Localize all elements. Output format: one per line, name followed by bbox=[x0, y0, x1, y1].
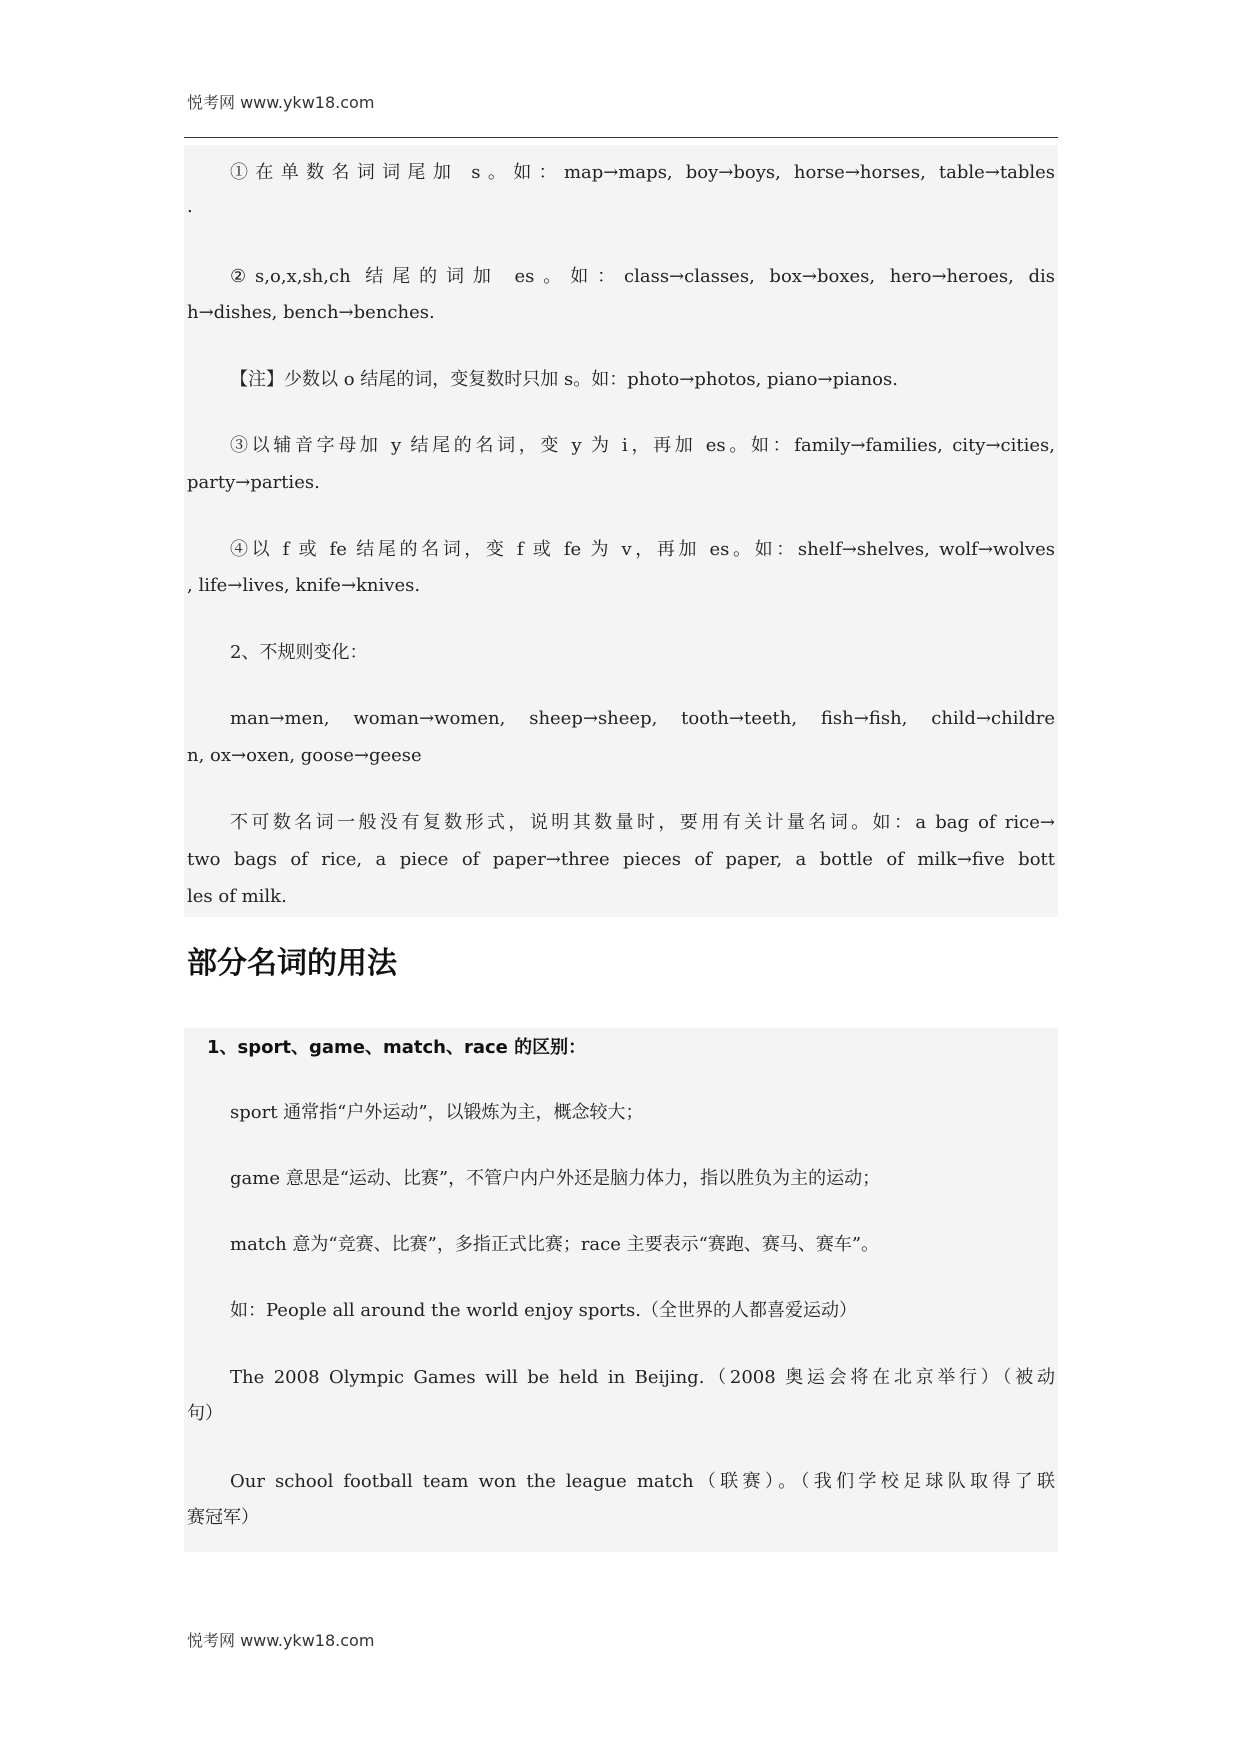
plural-rules-box bbox=[184, 145, 1058, 917]
match-definition: match 意为“竞赛、比赛”，多指正式比赛；race 主要表示“赛跑、赛马、赛车”。 bbox=[230, 1234, 880, 1255]
note-line: 【注】少数以 o 结尾的词，变复数时只加 s。如：photo→photos, piano→pianos. bbox=[230, 369, 898, 390]
page-header: 悦考网 www.ykw18.com bbox=[187, 93, 375, 112]
page-footer: 悦考网 www.ykw18.com bbox=[187, 1631, 375, 1650]
rule-3-line-2: party→parties. bbox=[187, 472, 320, 493]
rule-4-line-1: ④以 f 或 fe 结尾的名词，变 f 或 fe 为 v，再加 es。如：shelf→shelves, wolf→wolves bbox=[230, 539, 1055, 560]
sport-definition: sport 通常指“户外运动”，以锻炼为主，概念较大； bbox=[230, 1102, 644, 1123]
example-3-line-1: Our school football team won the league match（联赛）。（我们学校足球队取得了联 bbox=[230, 1471, 1055, 1492]
rule-2-line-1: ②s,o,x,sh,ch 结尾的词加 es。如：class→classes, box→boxes, hero→heroes, dis bbox=[230, 266, 1055, 287]
usage-subheading: 1、sport、game、match、race 的区别： bbox=[207, 1037, 587, 1058]
example-3-line-2: 赛冠军） bbox=[187, 1507, 259, 1528]
rule-3-line-1: ③以辅音字母加 y 结尾的名词，变 y 为 i，再加 es。如：family→families, city→cities, bbox=[230, 435, 1055, 456]
header-divider bbox=[184, 137, 1058, 138]
irregular-line-1: man→men, woman→women, sheep→sheep, tooth→teeth, fish→fish, child→childre bbox=[230, 708, 1055, 729]
uncountable-line-1: 不可数名词一般没有复数形式，说明其数量时，要用有关计量名词。如：a bag of rice→ bbox=[230, 812, 1055, 833]
section-heading: 部分名词的用法 bbox=[187, 946, 397, 981]
game-definition: game 意思是“运动、比赛”，不管户内户外还是脑力体力，指以胜负为主的运动； bbox=[230, 1168, 881, 1189]
example-1: 如：People all around the world enjoy sports.（全世界的人都喜爱运动） bbox=[230, 1300, 858, 1321]
uncountable-line-2: two bags of rice, a piece of paper→three pieces of paper, a bottle of milk→five bott bbox=[187, 849, 1055, 870]
rule-1-line-1: ①在单数名词词尾加 s。如：map→maps, boy→boys, horse→horses, table→tables bbox=[230, 162, 1055, 183]
example-2-line-2: 句） bbox=[187, 1403, 223, 1424]
example-2-line-1: The 2008 Olympic Games will be held in Beijing.（2008 奥运会将在北京举行）（被动 bbox=[230, 1367, 1055, 1388]
rule-4-line-2: , life→lives, knife→knives. bbox=[187, 575, 421, 596]
irregular-line-2: n, ox→oxen, goose→geese bbox=[187, 745, 422, 766]
irregular-title: 2、不规则变化： bbox=[230, 642, 368, 663]
rule-2-line-2: h→dishes, bench→benches. bbox=[187, 302, 435, 323]
uncountable-line-3: les of milk. bbox=[187, 886, 287, 907]
rule-1-line-2: . bbox=[187, 196, 193, 217]
